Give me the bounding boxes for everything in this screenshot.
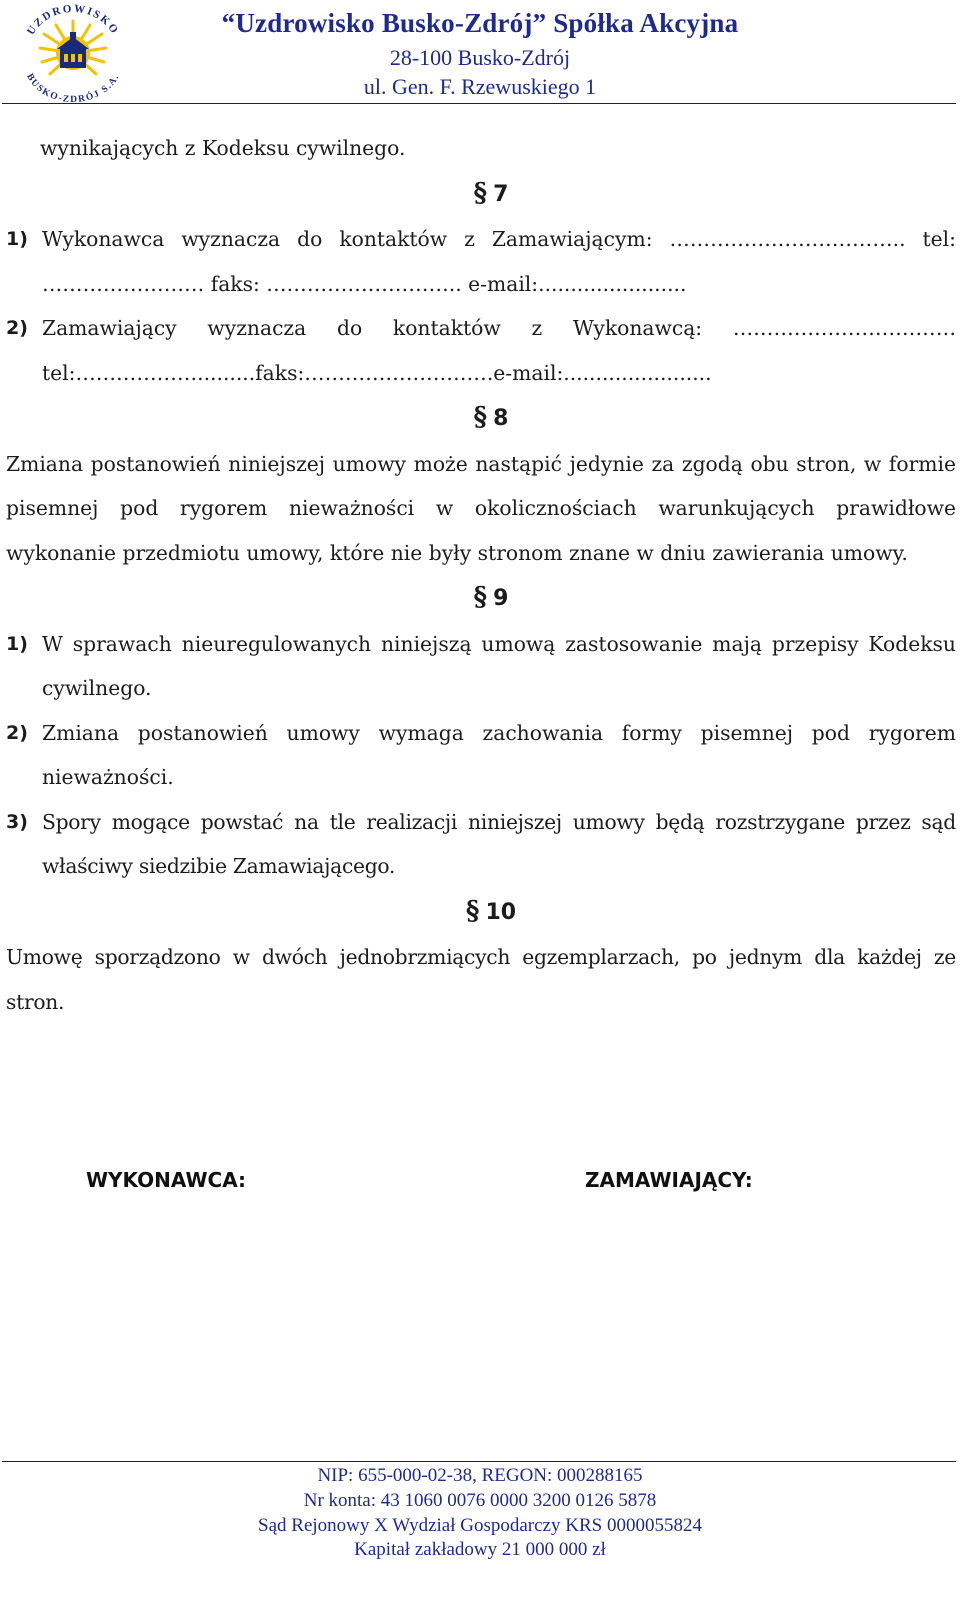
footer-divider (2, 1461, 956, 1462)
signature-block (0, 1168, 960, 1208)
section-8-text: Zmiana postanowień niniejszej umowy może nastąpić jedynie za zgodą obu stron, w formie pisemnej pod rygorem nieważności w okolicznościach warunkujących prawidłowe wykonanie przedmiotu umowy, które nie były stronom znane w dniu zawierania umowy. (6, 451, 956, 565)
item-number: 1) (6, 228, 28, 250)
letterhead (0, 0, 960, 106)
company-footer (0, 1464, 960, 1563)
item-number: 3) (6, 810, 28, 833)
section-symbol: § (473, 177, 488, 208)
footer-court-registry: Sąd Rejonowy X Wydział Gospodarczy KRS 0000055824 (258, 1514, 702, 1536)
item-number: 1) (6, 632, 28, 655)
section-10-text: Umowę sporządzono w dwóch jednobrzmiących egzemplarzach, po jednym dla każdej ze stron. (6, 945, 956, 1014)
contract-body (6, 126, 956, 1024)
company-name: “Uzdrowisko Busko-Zdrój” Spółka Akcyjna (221, 8, 739, 38)
section-7-heading (6, 171, 956, 218)
footer-share-capital: Kapitał zakładowy 21 000 000 zł (354, 1539, 606, 1561)
footer-bank-account: Nr konta: 43 1060 0076 0000 3200 0126 5878 (303, 1489, 657, 1511)
header-divider (2, 103, 956, 104)
list-item (6, 217, 956, 306)
list-item (6, 711, 956, 800)
section-8-heading (6, 395, 956, 442)
item-number: 2) (6, 317, 28, 339)
contact-line: …………………… faks: ……………………….. e-mail:....................... (42, 271, 687, 296)
section-number: 8 (493, 406, 509, 431)
item-text (42, 217, 956, 306)
continuation-line: wynikających z Kodeksu cywilnego. (40, 136, 406, 160)
section-symbol: § (473, 582, 488, 612)
contractor-signature-label: WYKONAWCA: (86, 1168, 247, 1192)
section-symbol: § (473, 402, 488, 432)
company-street-address: ul. Gen. F. Rzewuskiego 1 (363, 74, 597, 99)
section-9-heading (6, 575, 956, 622)
contact-line: tel:……………….........faks:……………………….e-mail:....................... (42, 360, 712, 385)
section-number: 7 (493, 181, 509, 207)
company-postal-address: 28-100 Busko-Zdrój (389, 45, 571, 70)
item-number: 2) (6, 721, 28, 744)
item-text: Spory mogące powstać na tle realizacji niniejszej umowy będą rozstrzygane przez sąd właściwy siedzibie Zamawiającego. (42, 809, 956, 878)
item-text: W sprawach nieuregulowanych niniejszą umową zastosowanie mają przepisy Kodeksu cywilnego. (42, 631, 956, 700)
list-item (6, 800, 956, 889)
logo-text-top: UZDROWISKO (24, 4, 122, 38)
item-text: Zmiana postanowień umowy wymaga zachowania formy pisemnej pod rygorem nieważności. (42, 720, 956, 789)
section-number: 9 (493, 586, 509, 611)
list-item (6, 306, 956, 395)
list-item (6, 622, 956, 711)
logo-text-bottom: BUSKO-ZDRÓJ S.A. (24, 72, 122, 102)
contact-line: Wykonawca wyznacza do kontaktów z Zamawiającym: …………………………….. tel: (42, 227, 956, 251)
section-number: 10 (485, 899, 517, 925)
section-symbol: § (465, 895, 480, 926)
client-signature-label: ZAMAWIAJĄCY: (585, 1168, 753, 1192)
contact-line: Zamawiający wyznacza do kontaktów z Wykonawcą: …………………………… (42, 316, 956, 340)
section-10-heading (6, 889, 956, 936)
item-text (42, 306, 956, 395)
company-logo (14, 4, 132, 102)
footer-tax-ids: NIP: 655-000-02-38, REGON: 000288165 (317, 1465, 643, 1486)
